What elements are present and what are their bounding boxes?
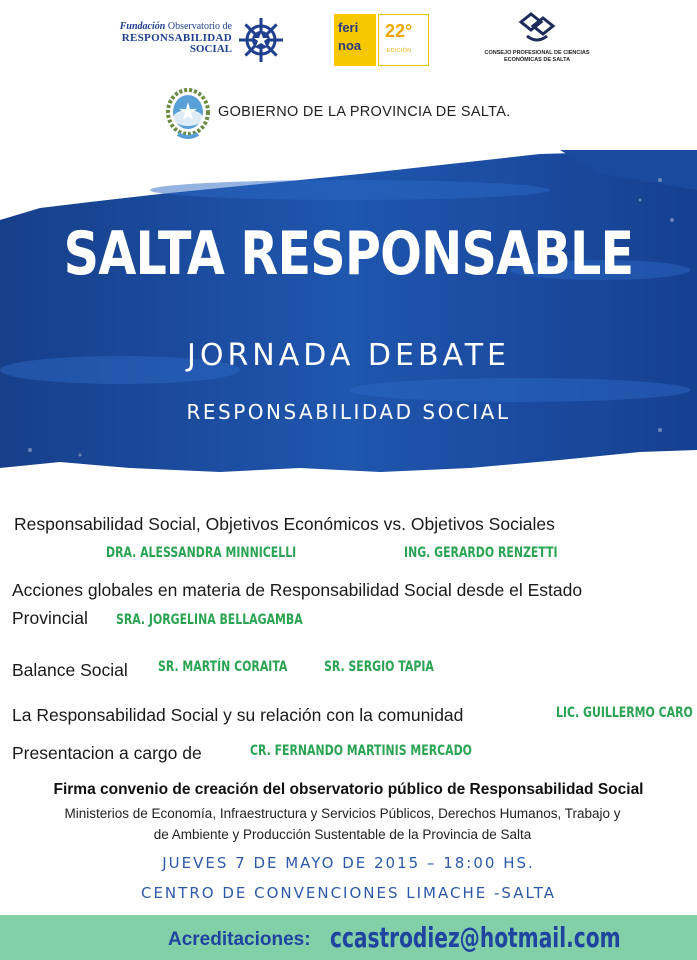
topic-3: Balance Social bbox=[12, 660, 128, 680]
firma-title: Firma convenio de creación del observatorio público de Responsabilidad Social bbox=[53, 781, 644, 798]
footer-bar bbox=[0, 915, 697, 960]
fundacion-logo bbox=[82, 14, 282, 66]
speaker-3b: SR. SERGIO TAPIA bbox=[324, 659, 434, 675]
ship-wheel-icon bbox=[238, 16, 284, 64]
subtitle-secondary: RESPONSABILIDAD SOCIAL bbox=[186, 400, 511, 424]
consejo-emblem-icon bbox=[515, 12, 559, 46]
ferinoa-logo bbox=[334, 14, 429, 66]
speaker-2: SRA. JORGELINA BELLAGAMBA bbox=[116, 612, 303, 628]
subtitle: JORNADA DEBATE bbox=[186, 338, 510, 373]
fundacion-line2: RESPONSABILIDAD bbox=[121, 31, 232, 44]
topic-2-line-1: Acciones globales en materia de Responsabilidad Social desde el Estado bbox=[12, 580, 583, 600]
ministerios-line-1: Ministerios de Economía, Infraestructura y Servicios Públicos, Derechos Humanos, Trabajo y bbox=[64, 806, 621, 821]
ferinoa-name-top: feri bbox=[338, 20, 359, 35]
edition-box bbox=[378, 14, 429, 66]
fundacion-prefix: Fundación bbox=[119, 21, 166, 32]
blue-brush-background bbox=[0, 150, 697, 482]
provincial-coat-of-arms-icon bbox=[164, 86, 212, 142]
speaker-1a: DRA. ALESSANDRA MINNICELLI bbox=[106, 545, 297, 561]
fundacion-logo-text bbox=[82, 22, 232, 56]
gobierno-logo bbox=[162, 86, 542, 142]
topic-4: La Responsabilidad Social y su relación con la comunidad bbox=[12, 705, 464, 725]
speaker-5: CR. FERNANDO MARTINIS MERCADO bbox=[250, 743, 472, 759]
speaker-4: LIC. GUILLERMO CARO bbox=[556, 705, 693, 721]
consejo-logo bbox=[482, 12, 592, 78]
ferinoa-yellow-box bbox=[334, 14, 376, 66]
event-date: JUEVES 7 DE MAYO DE 2015 – 18:00 HS. bbox=[162, 854, 535, 872]
ministerios-line-2: de Ambiente y Producción Sustentable de la Provincia de Salta bbox=[153, 827, 532, 842]
main-title: SALTA RESPONSABLE bbox=[63, 219, 634, 289]
accreditation-label: Acreditaciones: bbox=[168, 929, 311, 950]
ferinoa-name-bottom: noa bbox=[338, 38, 362, 53]
fundacion-line1: Observatorio de bbox=[167, 21, 232, 32]
speaker-1b: ING. GERARDO RENZETTI bbox=[404, 545, 558, 561]
event-venue: CENTRO DE CONVENCIONES LIMACHE -SALTA bbox=[140, 884, 557, 902]
consejo-text: CONSEJO PROFESIONAL DE CIENCIAS ECONÓMICAS DE SALTA bbox=[484, 50, 590, 63]
edition-number: 22° bbox=[385, 21, 413, 41]
topic-5: Presentacion a cargo de bbox=[12, 743, 202, 763]
gobierno-text: GOBIERNO DE LA PROVINCIA DE SALTA. bbox=[218, 104, 511, 120]
speaker-3a: SR. MARTÍN CORAITA bbox=[158, 659, 288, 675]
topic-1: Responsabilidad Social, Objetivos Económicos vs. Objetivos Sociales bbox=[14, 514, 555, 534]
topic-2-line-2: Provincial bbox=[12, 608, 88, 628]
fundacion-line3: SOCIAL bbox=[189, 43, 232, 56]
edition-label: EDICIÓN bbox=[387, 48, 412, 54]
accreditation-email-link[interactable]: ccastrodiez@hotmail.com bbox=[330, 921, 621, 954]
